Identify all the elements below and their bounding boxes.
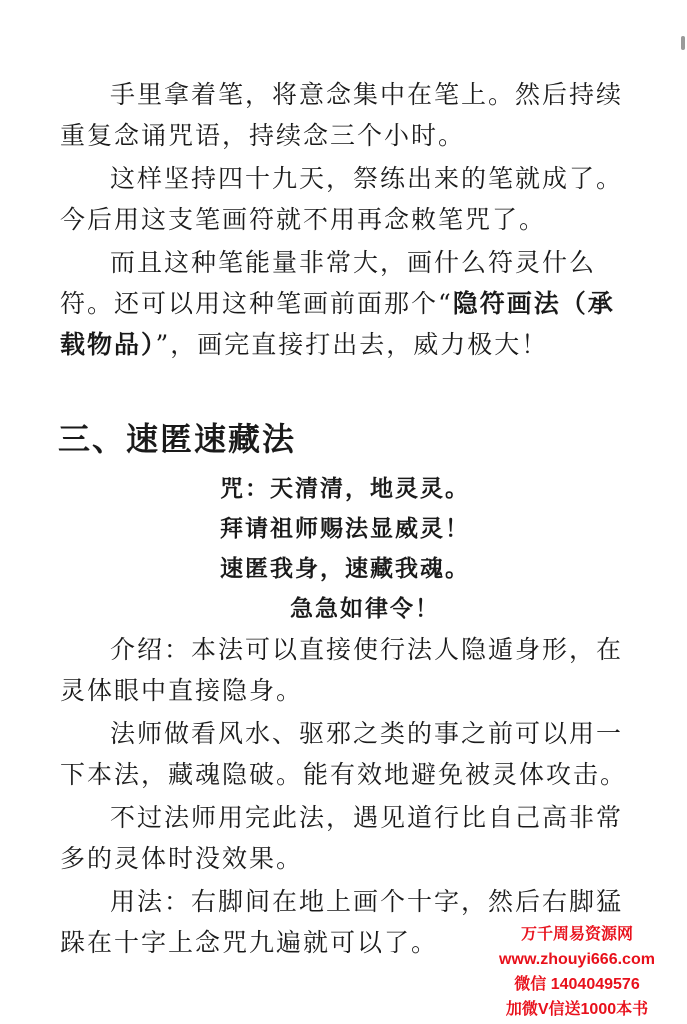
paragraph: 介绍：本法可以直接使行法人隐遁身形，在灵体眼中直接隐身。	[60, 635, 624, 705]
watermark	[477, 922, 677, 1022]
incantation-line: 速匿我身，速藏我魂。	[220, 555, 470, 582]
paragraph: 不过法师用完此法，遇见道行比自己高非常多的灵体时没效果。	[60, 803, 624, 873]
scrollbar-thumb[interactable]	[681, 36, 685, 50]
watermark-line: 加微V信送1000本书	[505, 1001, 649, 1018]
incantation-block	[60, 469, 630, 629]
incantation-line: 急急如律令！	[290, 595, 440, 622]
incantation-line: 拜请祖师赐法显威灵！	[220, 515, 470, 542]
watermark-line: 万千周易资源网	[520, 926, 633, 943]
paragraph: 手里拿着笔，将意念集中在笔上。然后持续重复念诵咒语，持续念三个小时。	[60, 80, 624, 150]
paragraph: 这样坚持四十九天，祭练出来的笔就成了。今后用这支笔画符就不用再念敕笔咒了。	[60, 164, 624, 234]
paragraph-text: ”，画完直接打出去，威力极大！	[155, 330, 549, 359]
section-heading: 三、速匿速藏法	[58, 420, 297, 458]
paragraph: 法师做看风水、驱邪之类的事之前可以用一下本法，藏魂隐破。能有效地避免被灵体攻击。	[60, 719, 628, 789]
paragraph: 用法：右脚间在地上画个十字，然后右脚猛跺在十字上念咒九遍就可以了。	[60, 887, 624, 957]
watermark-line: 微信 1404049576	[514, 976, 640, 993]
page-content	[60, 74, 630, 965]
bold-phrase: 隐符画法（承载物品）	[60, 289, 615, 359]
paragraph-text: 而且这种笔能量非常大，画什么符灵什么符。还可以用这种笔画前面那个“	[60, 248, 597, 318]
watermark-line: www.zhouyi666.com	[499, 951, 655, 968]
paragraph	[60, 242, 630, 365]
incantation-line: 咒：天清清，地灵灵。	[220, 475, 470, 502]
